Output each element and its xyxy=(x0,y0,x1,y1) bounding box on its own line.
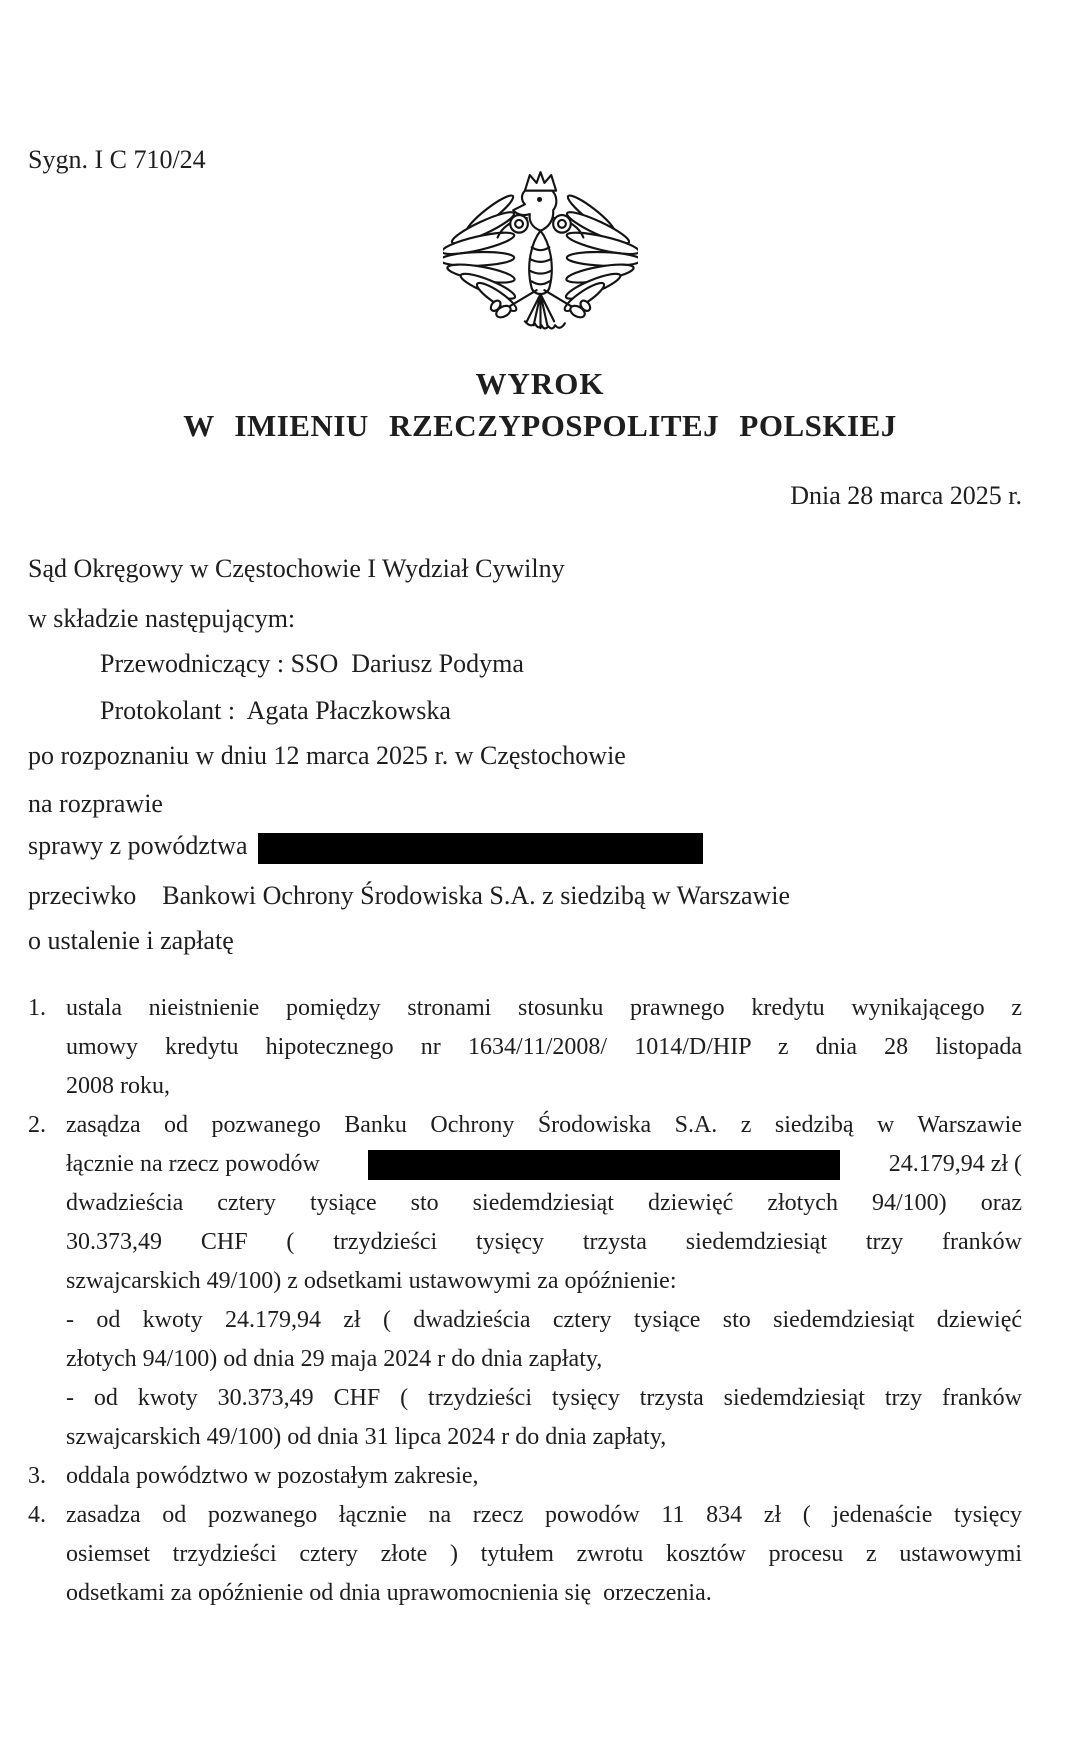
ruling-item-3 xyxy=(28,1457,1022,1496)
plaintiff-prefix: sprawy z powództwa xyxy=(28,831,248,860)
award-prefix: łącznie na rzecz powodów xyxy=(66,1151,320,1177)
court-header-block xyxy=(28,554,1022,956)
redaction-bar-award xyxy=(368,1150,840,1180)
ruling-line: szwajcarskich 49/100) od dnia 31 lipca 2024 r do dnia zapłaty, xyxy=(66,1424,667,1450)
polish-eagle-emblem xyxy=(443,169,638,345)
ruling-line: ustala nieistnienie pomiędzy stronami stosunku prawnego kredytu wynikającego z xyxy=(66,995,1022,1021)
ruling-line: oddala powództwo w pozostałym zakresie, xyxy=(66,1463,479,1489)
ruling-item-2 xyxy=(28,1106,1022,1457)
ruling-list xyxy=(28,989,1022,1613)
court-name: Sąd Okręgowy w Częstochowie I Wydział Cywilny xyxy=(28,554,565,583)
redaction-bar-plaintiff xyxy=(258,833,703,864)
coat-of-arms xyxy=(0,169,1080,345)
ruling-item-4 xyxy=(28,1496,1022,1613)
judgment-subtitle: W IMIENIU RZECZYPOSPOLITEJ POLSKIEJ xyxy=(183,408,897,443)
ruling-line: 30.373,49 CHF ( trzydzieści tysięcy trzysta siedemdziesiąt trzy franków xyxy=(66,1229,1022,1255)
presiding-judge-line: Przewodniczący : SSO Dariusz Podyma xyxy=(100,649,524,678)
composition-intro: w składzie następującym: xyxy=(28,604,296,633)
ruling-line: zasadza od pozwanego łącznie na rzecz powodów 11 834 zł ( jedenaście tysięcy xyxy=(66,1502,1022,1528)
defendant-line: przeciwko Bankowi Ochrony Środowiska S.A. z siedzibą w Warszawie xyxy=(28,881,791,910)
ruling-line: dwadzieścia cztery tysiące sto siedemdziesiąt dziewięć złotych 94/100) oraz xyxy=(66,1190,1022,1216)
ruling-line: złotych 94/100) od dnia 29 maja 2024 r do dnia zapłaty, xyxy=(66,1346,603,1372)
ruling-line: 2008 roku, xyxy=(66,1073,170,1099)
court-judgment-page xyxy=(0,145,1080,1762)
case-subject-line: o ustalenie i zapłatę xyxy=(28,926,234,955)
ruling-line: osiemset trzydzieści cztery złote ) tytułem zwrotu kosztów procesu z ustawowymi xyxy=(66,1541,1022,1567)
item-number: 2. xyxy=(28,1112,46,1138)
ruling-line: odsetkami za opóźnienie od dnia uprawomocnienia się orzeczenia. xyxy=(66,1580,712,1606)
judgment-date: Dnia 28 marca 2025 r. xyxy=(790,481,1022,510)
judgment-title: WYROK xyxy=(475,366,605,401)
item-number: 1. xyxy=(28,995,46,1021)
item-body xyxy=(66,1457,1022,1496)
item-number: 3. xyxy=(28,1463,46,1489)
ruling-line: - od kwoty 30.373,49 CHF ( trzydzieści tysięcy trzysta siedemdziesiąt trzy franków xyxy=(66,1385,1022,1411)
item-body xyxy=(66,1106,1022,1457)
item-body xyxy=(66,989,1022,1106)
clerk-line: Protokolant : Agata Płaczkowska xyxy=(100,696,451,725)
item-number: 4. xyxy=(28,1502,46,1528)
plaintiff-line xyxy=(28,831,1022,865)
ruling-line: - od kwoty 24.179,94 zł ( dwadzieścia cztery tysiące sto siedemdziesiąt dziewięć xyxy=(66,1307,1022,1333)
ruling-line-redacted xyxy=(66,1145,1022,1184)
ruling-line: zasądza od pozwanego Banku Ochrony Środowiska S.A. z siedzibą w Warszawie xyxy=(66,1112,1022,1138)
case-number: Sygn. I C 710/24 xyxy=(28,145,206,174)
award-suffix: 24.179,94 zł ( xyxy=(888,1151,1022,1177)
ruling-item-1 xyxy=(28,989,1022,1106)
hearing-type-line: na rozprawie xyxy=(28,789,163,818)
item-body xyxy=(66,1496,1022,1613)
hearing-date-line: po rozpoznaniu w dniu 12 marca 2025 r. w Częstochowie xyxy=(28,741,626,770)
ruling-line: umowy kredytu hipotecznego nr 1634/11/2008/ 1014/D/HIP z dnia 28 listopada xyxy=(66,1034,1022,1060)
ruling-line: szwajcarskich 49/100) z odsetkami ustawowymi za opóźnienie: xyxy=(66,1268,677,1294)
